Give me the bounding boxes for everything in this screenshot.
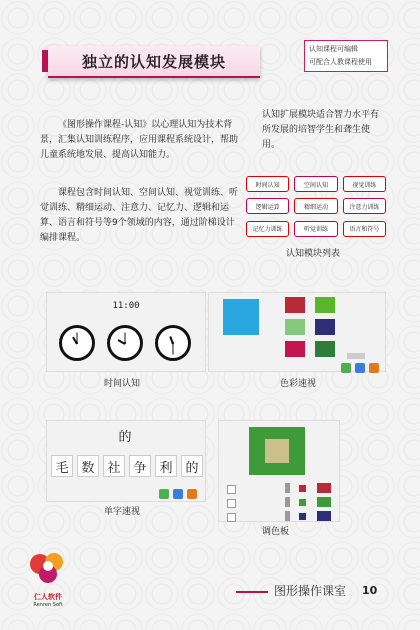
color-swatch[interactable] bbox=[317, 511, 331, 521]
module-chip: 语言和符号 bbox=[343, 221, 386, 237]
checkbox[interactable] bbox=[227, 513, 236, 522]
exit-icon[interactable] bbox=[187, 489, 197, 499]
note-box bbox=[304, 40, 388, 72]
minute-hand bbox=[173, 344, 174, 355]
slider-handle[interactable] bbox=[285, 511, 290, 521]
color-swatch[interactable] bbox=[299, 499, 306, 506]
char-option[interactable]: 利 bbox=[155, 455, 177, 477]
time-caption: 时间认知 bbox=[104, 379, 141, 389]
refresh-icon[interactable] bbox=[159, 489, 169, 499]
module-chip: 视觉训练 bbox=[343, 176, 386, 192]
slider-handle[interactable] bbox=[347, 353, 365, 359]
char-option[interactable]: 社 bbox=[103, 455, 125, 477]
color-swatch[interactable] bbox=[223, 299, 259, 335]
module-chip: 记忆力训练 bbox=[246, 221, 289, 237]
palette-caption: 调色板 bbox=[262, 527, 290, 537]
char-option[interactable]: 数 bbox=[77, 455, 99, 477]
char-option[interactable]: 争 bbox=[129, 455, 151, 477]
refresh-icon[interactable] bbox=[341, 363, 351, 373]
module-chip: 逻辑运算 bbox=[246, 198, 289, 214]
logo-subtext: Renren Soft bbox=[33, 602, 63, 608]
minute-hand bbox=[125, 333, 126, 344]
company-logo bbox=[24, 548, 72, 608]
slider-handle[interactable] bbox=[285, 497, 290, 507]
digital-time: 11:00 bbox=[112, 301, 140, 311]
word-caption: 单字速视 bbox=[104, 507, 141, 517]
clock-face bbox=[155, 325, 191, 361]
color-swatch[interactable] bbox=[315, 297, 335, 313]
color-swatch[interactable] bbox=[285, 297, 305, 313]
hour-hand bbox=[169, 336, 174, 344]
right-paragraph: 认知扩展模块适合智力水平有所发展的培智学生和聋生使用。 bbox=[262, 110, 380, 150]
footer-rule bbox=[236, 591, 268, 593]
color-swatch[interactable] bbox=[285, 341, 305, 357]
char-option[interactable]: 毛 bbox=[51, 455, 73, 477]
color-swatch[interactable] bbox=[285, 319, 305, 335]
exit-icon[interactable] bbox=[369, 363, 379, 373]
color-swatch[interactable] bbox=[315, 319, 335, 335]
color-swatch[interactable] bbox=[317, 483, 331, 493]
color-panel bbox=[208, 292, 386, 372]
target-char: 的 bbox=[118, 429, 132, 445]
module-chip: 空间认知 bbox=[294, 176, 337, 192]
module-chip: 精细运动 bbox=[294, 198, 337, 214]
palette-panel bbox=[218, 420, 340, 522]
minute-hand bbox=[77, 333, 78, 344]
intro-paragraph: 《图形操作课程-认知》以心理认知为技术背景，汇集认知训练程序，应用课程系统设计，帮助儿童系统地发展、提高认知能力。 bbox=[40, 120, 239, 160]
page-number: 10 bbox=[362, 584, 378, 597]
color-swatch[interactable] bbox=[299, 513, 306, 520]
slider-handle[interactable] bbox=[285, 483, 290, 493]
logo-text: 仁人软件 bbox=[34, 593, 62, 601]
clock-face bbox=[107, 325, 143, 361]
color-caption: 色彩速视 bbox=[280, 379, 317, 389]
logo-icon bbox=[24, 548, 72, 588]
section-title-bar bbox=[48, 46, 260, 78]
checkbox[interactable] bbox=[227, 499, 236, 508]
module-list-caption: 认知模块列表 bbox=[286, 249, 341, 259]
char-option[interactable]: 的 bbox=[181, 455, 203, 477]
module-chip: 注意力训练 bbox=[343, 198, 386, 214]
time-panel bbox=[46, 292, 206, 372]
checkbox[interactable] bbox=[227, 485, 236, 494]
module-chip: 时间认知 bbox=[246, 176, 289, 192]
clock-face bbox=[59, 325, 95, 361]
sound-icon[interactable] bbox=[173, 489, 183, 499]
footer-label: 图形操作课室 bbox=[274, 584, 347, 598]
content-paragraph: 课程包含时间认知、空间认知、视觉训练、听觉训练、精细运动、注意力、记忆力、逻辑和运算、语言和符号等9个领域的内容，通过阶梯设计编排课程。 bbox=[40, 188, 239, 243]
note-line-2: 可配合人教课程使用 bbox=[309, 58, 372, 66]
sound-icon[interactable] bbox=[355, 363, 365, 373]
note-line-1: 认知课程可编辑 bbox=[309, 45, 358, 53]
module-list bbox=[246, 176, 386, 238]
word-panel bbox=[46, 420, 206, 502]
color-swatch[interactable] bbox=[299, 485, 306, 492]
section-title: 独立的认知发展模块 bbox=[81, 53, 226, 71]
palette-preview-inner bbox=[265, 439, 289, 463]
color-swatch[interactable] bbox=[315, 341, 335, 357]
color-swatch[interactable] bbox=[317, 497, 331, 507]
module-chip: 听觉训练 bbox=[294, 221, 337, 237]
